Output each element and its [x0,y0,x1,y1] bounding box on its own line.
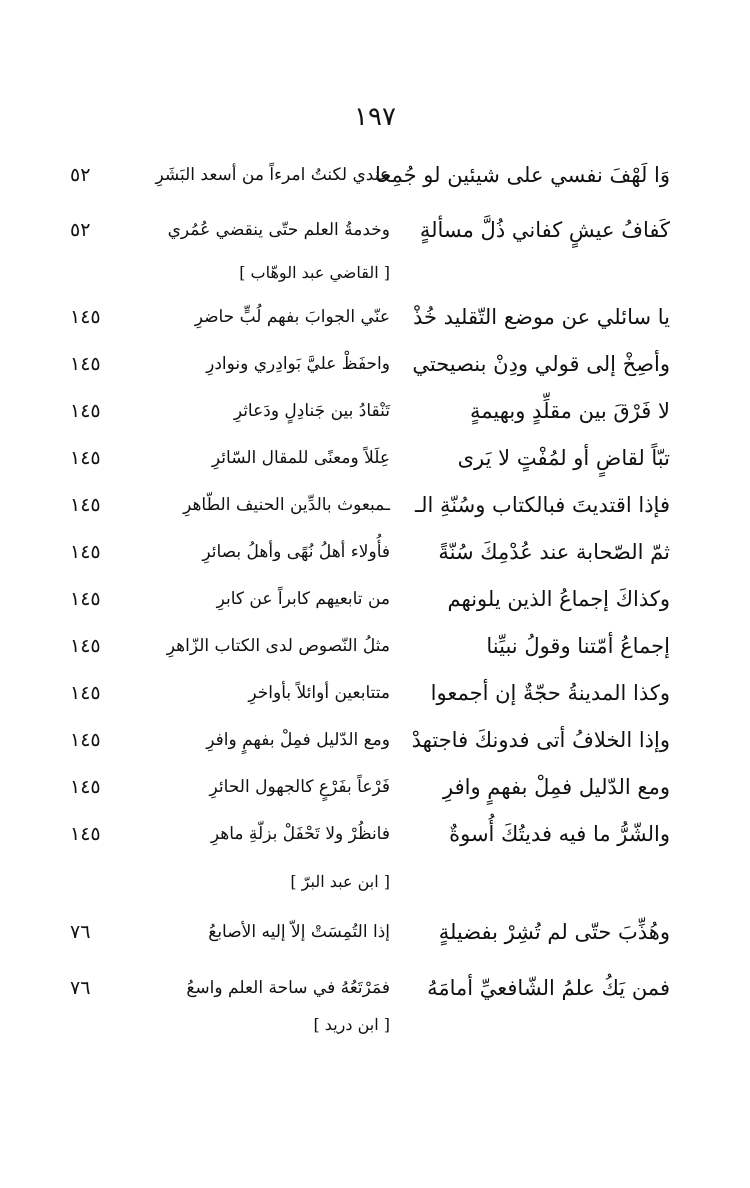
verse-row [0,576,750,623]
verse-second-hemistich: فأُولاء أهلُ نُهًى وأهلُ بصائرِ [202,542,390,562]
attribution-1: [ القاضي عبد الوهّاب ] [239,263,390,282]
verse-row [0,482,750,529]
verse-row [0,764,750,811]
verse-reference-number: ١٤٥ [70,353,101,375]
verse-second-hemistich: ومع الدّليل فمِلْ بفهمٍ وافرِ [206,730,390,750]
verse-first-hemistich: فإذا اقتديتَ فبالكتاب وسُنّةِ الـ [414,493,670,517]
verse-row [0,341,750,388]
verse-second-hemistich: متتابعين أوائلاً بأواخرِ [248,683,390,703]
verse-row [0,148,750,203]
verse-first-hemistich: والشّرُّ ما فيه فديتُكَ أُسوةٌ [449,822,670,846]
verse-first-hemistich: لا فَرْقَ بين مقلِّدٍ وبهيمةٍ [469,399,670,423]
verse-second-hemistich: فَرْعاً بفَرْعٍ كالجهول الحائرِ [209,777,390,797]
verse-first-hemistich: ثمّ الصّحابة عند عُدْمِكَ سُنّةً [438,540,670,564]
verse-second-hemistich: عندي لكنتُ امرءاً من أسعد البَشَرِ [155,165,390,185]
verse-first-hemistich: وأصِخْ إلى قولي ودِنْ بنصيحتي [412,352,670,376]
verse-second-hemistich: مثلُ النّصوص لدى الكتاب الزّاهرِ [166,636,390,656]
verse-first-hemistich: يا سائلي عن موضع التّقليد خُذْ [412,305,670,329]
verse-row [0,529,750,576]
verse-first-hemistich: ومع الدّليل فمِلْ بفهمٍ وافرِ [443,775,670,799]
verse-second-hemistich: إذا التُمِسَتْ إلاّ إليه الأصابعُ [208,922,390,942]
verse-second-hemistich: تَنْقادُ بين جَنادِلٍ ودَعاثرِ [233,401,390,421]
verse-second-hemistich: فمَرْتَعُهُ في ساحة العلم واسعُ [186,978,390,998]
verse-second-hemistich: من تابعيهم كابراً عن كابرِ [216,589,390,609]
verse-reference-number: ١٤٥ [70,494,101,516]
verse-reference-number: ١٤٥ [70,823,101,845]
verse-reference-number: ٥٢ [70,164,91,186]
verse-first-hemistich: إجماعُ أمّتنا وقولُ نبيِّنا [486,634,670,658]
verse-group-2 [0,294,750,858]
verse-reference-number: ٧٦ [70,921,91,943]
verse-row [0,203,750,258]
verse-reference-number: ١٤٥ [70,306,101,328]
verse-reference-number: ١٤٥ [70,400,101,422]
verse-second-hemistich: عنّي الجوابَ بفهم لُبٍّ حاضرِ [194,307,390,327]
verse-second-hemistich: فانظُرْ ولا تَحْفَلْ بزلّةِ ماهرِ [210,824,390,844]
verse-row [0,623,750,670]
verse-first-hemistich: كَفافُ عيشٍ كفاني ذُلَّ مسألةٍ [419,218,670,242]
verse-row [0,388,750,435]
attribution-2: [ ابن عبد البرّ ] [290,872,390,891]
attribution-3: [ ابن دريد ] [313,1015,390,1034]
verse-reference-number: ١٤٥ [70,729,101,751]
verse-first-hemistich: وكذا المدينةُ حجّةٌ إن أجمعوا [430,681,670,705]
verse-row [0,670,750,717]
verse-group-3 [0,904,750,1016]
verse-row [0,294,750,341]
verse-group-1 [0,148,750,258]
verse-reference-number: ٧٦ [70,977,91,999]
verse-first-hemistich: فمن يَكُ علمُ الشّافعيِّ أمامَهُ [427,976,670,1000]
verse-reference-number: ١٤٥ [70,682,101,704]
verse-second-hemistich: عِلَلاً ومعنًى للمقال السّائرِ [211,448,390,468]
verse-reference-number: ١٤٥ [70,541,101,563]
verse-row [0,811,750,858]
verse-first-hemistich: وإذا الخلافُ أتى فدونكَ فاجتهدْ [411,728,670,752]
verse-first-hemistich: تبّاً لقاضٍ أو لمُفْتٍ لا يَرى [457,446,670,470]
verse-first-hemistich: وكذاكَ إجماعُ الذين يلونهم [447,587,670,611]
verse-reference-number: ١٤٥ [70,588,101,610]
verse-second-hemistich: واحفَظْ عليَّ بَوادِري ونوادرِ [206,354,390,374]
verse-second-hemistich: ـمبعوث بالدِّين الحنيف الطّاهرِ [183,495,390,515]
verse-first-hemistich: وَا لَهْفَ نفسي على شيئين لو جُمِعا [374,163,670,187]
verse-reference-number: ١٤٥ [70,776,101,798]
verse-reference-number: ١٤٥ [70,635,101,657]
verse-second-hemistich: وخدمةُ العلم حتّى ينقضي عُمُري [167,220,390,240]
verse-row [0,435,750,482]
verse-reference-number: ٥٢ [70,219,91,241]
verse-reference-number: ١٤٥ [70,447,101,469]
page-number: ١٩٧ [354,102,396,132]
verse-row [0,960,750,1016]
verse-row [0,717,750,764]
verse-row [0,904,750,960]
verse-first-hemistich: وهُذِّبَ حتّى لم تُشِرْ بفضيلةٍ [438,920,670,944]
